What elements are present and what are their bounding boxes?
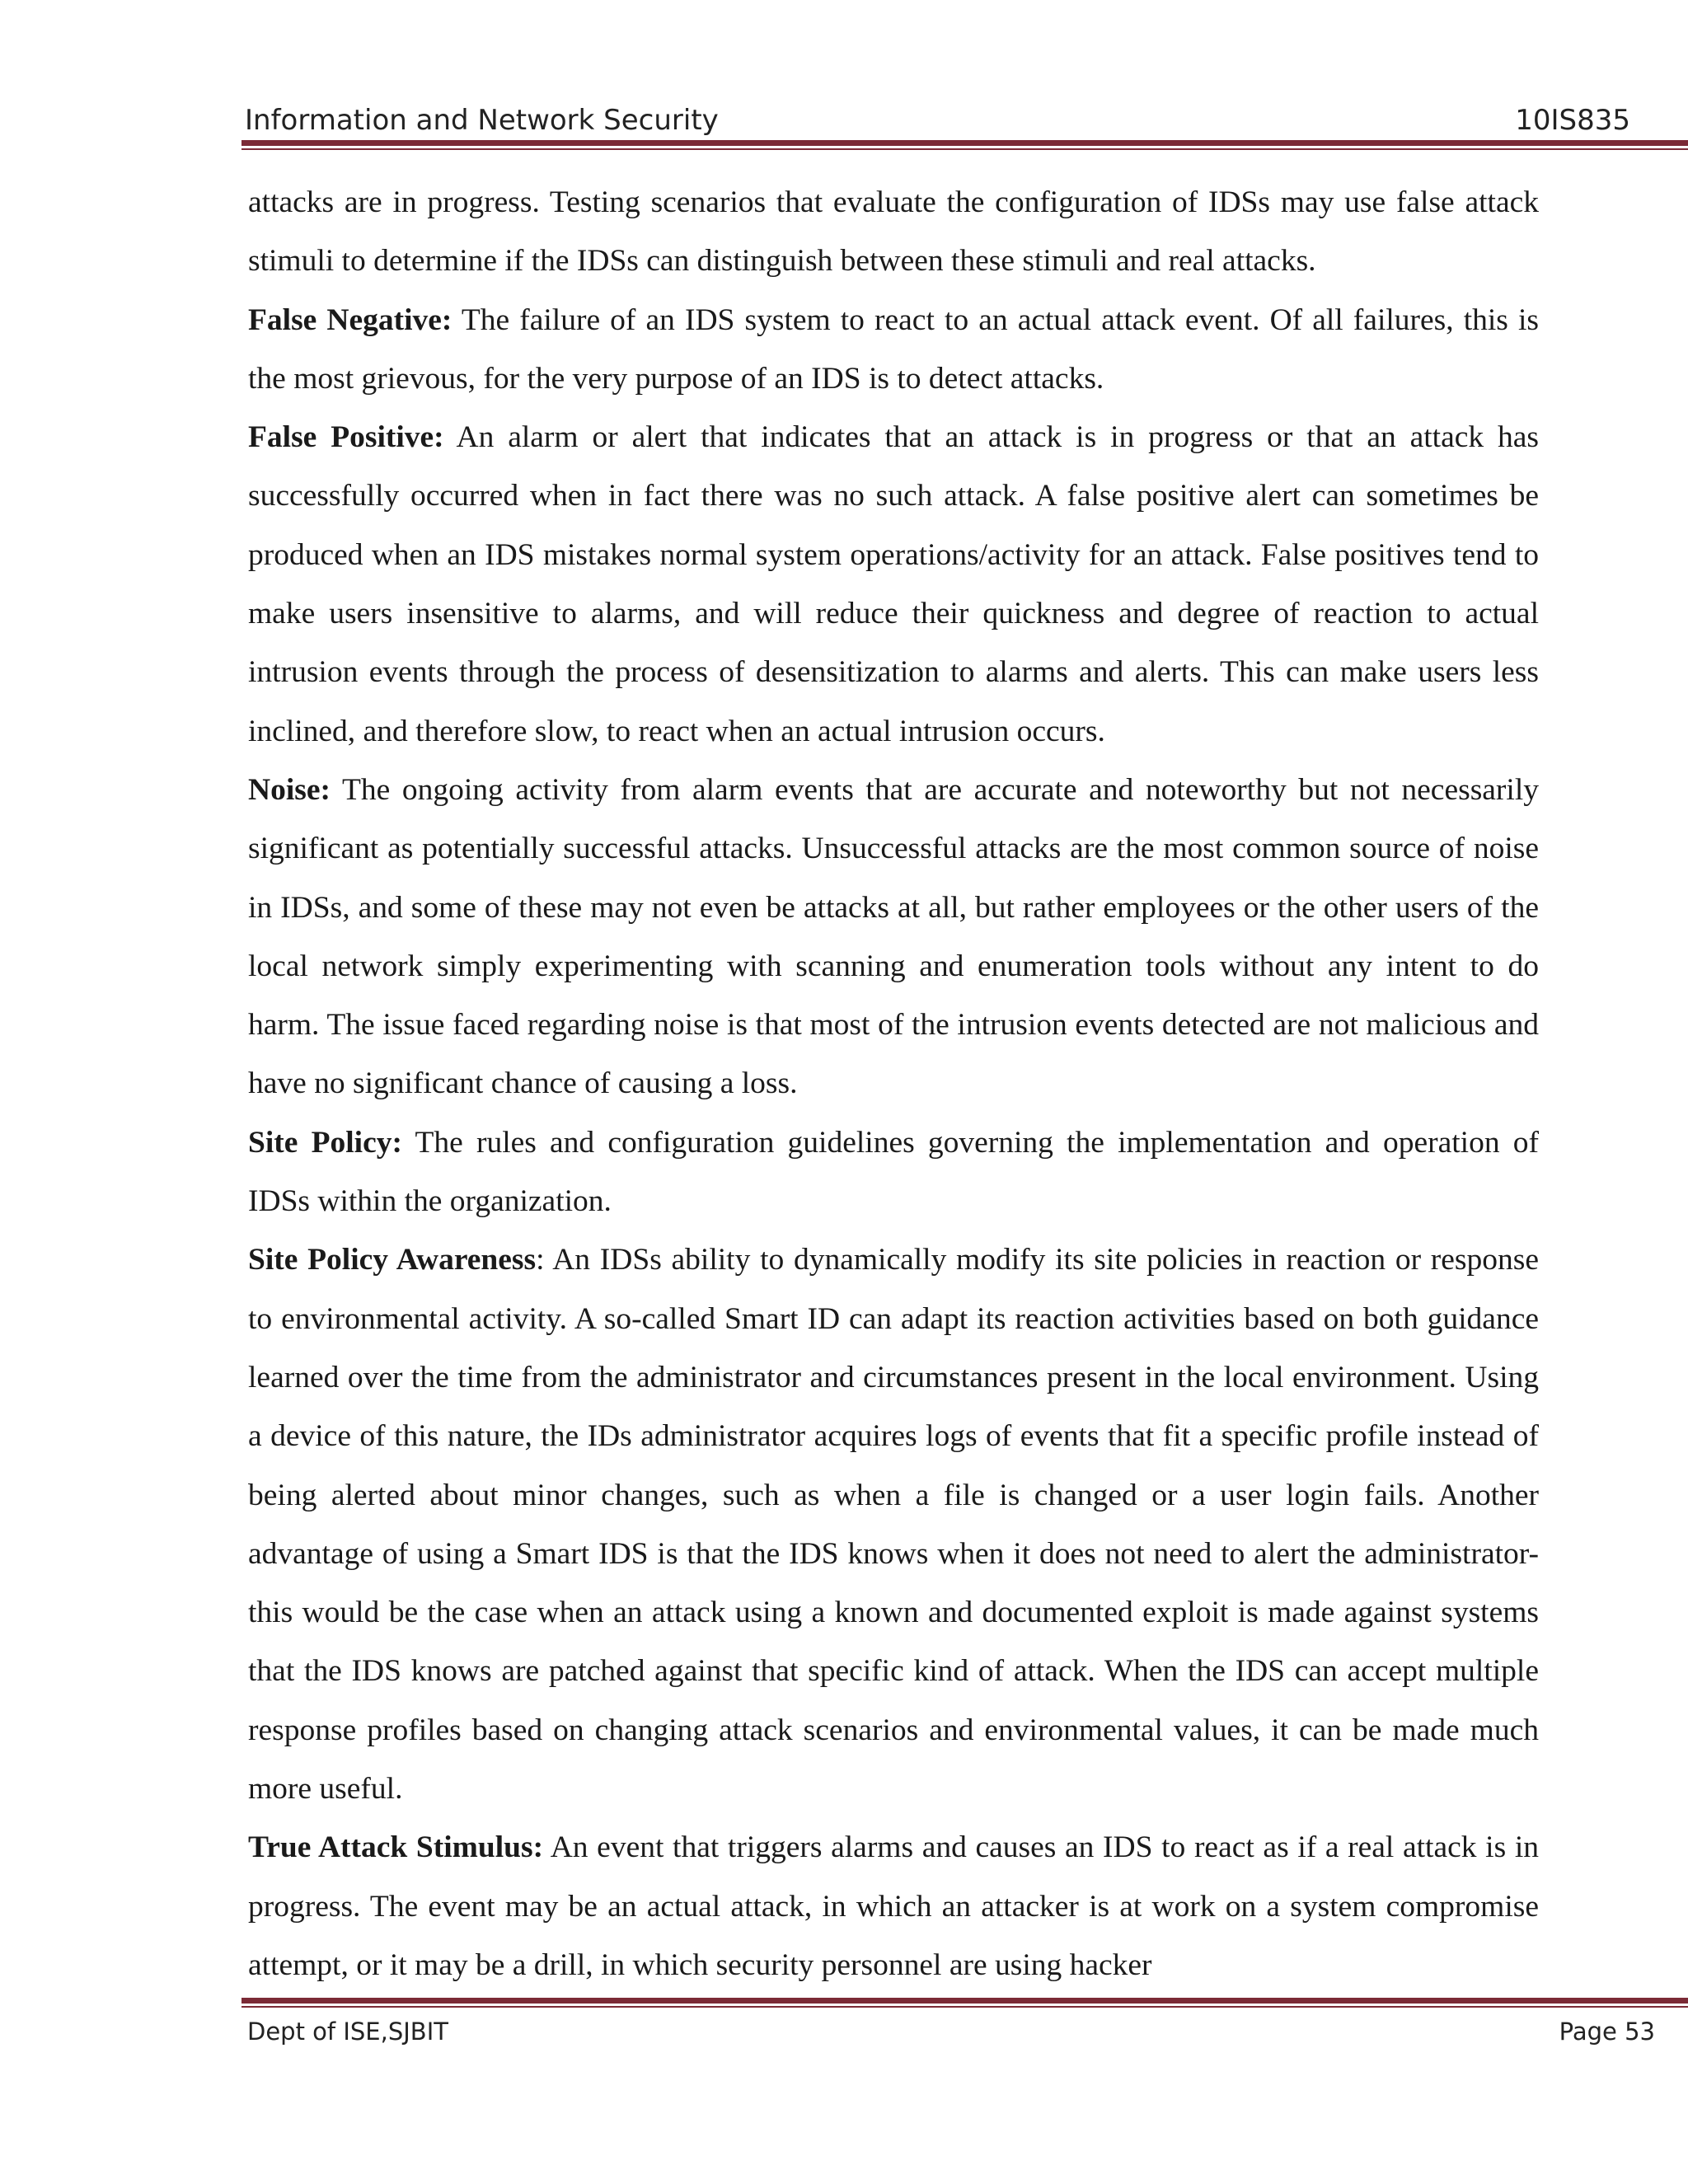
definition-false-negative: The failure of an IDS system to react to an actual attack event. Of all failures, this is the most grievous, for the very purpose of an IDS is to detect attacks. [248,302,1540,396]
term-true-attack-stimulus: True Attack Stimulus: [248,1830,544,1865]
term-site-policy: Site Policy: [248,1125,402,1160]
paragraph-noise [248,761,1539,1113]
term-false-negative: False Negative: [248,302,452,337]
paragraph-continuation [248,173,1539,291]
paragraph-true-attack-stimulus [248,1818,1539,1994]
header-rule [241,140,1688,150]
body-text [248,173,1539,1994]
footer-rule [241,1998,1688,2008]
paragraph-site-policy [248,1113,1539,1231]
header-rule-thick [241,140,1688,146]
definition-false-positive: An alarm or alert that indicates that an attack is in progress or that an attack has successfully occurred when in fact there was no such attack. A false positive alert can sometimes be produced when an IDS mistakes normal system operations/activity for an attack. False positives tend to make users insensitive to alarms, and will reduce their quickness and degree of reaction to actual intrusion events through the process of desensitization to alarms and alerts. This can make users less inclined, and therefore slow, to react when an actual intrusion occurs. [248,420,1539,748]
definition-true-attack-stimulus: An event that triggers alarms and causes an IDS to react as if a real attack is in progress. The event may be an actual attack, in which an attacker is at work on a system compromise attempt, or it may be a drill, in which security personnel are using hacker [248,1830,1539,1982]
definition: attacks are in progress. Testing scenarios that evaluate the configuration of IDSs may use false attack stimuli to determine if the IDSs can distinguish between these stimuli and real attacks. [248,185,1539,279]
term-false-positive: False Positive: [248,420,444,455]
term-site-policy-awareness: Site Policy Awareness [248,1243,537,1277]
page-footer [247,2011,1655,2052]
header-title: Information and Network Security [245,104,719,137]
header-course-code: 10IS835 [1515,104,1630,137]
footer-rule-thick [241,1998,1688,2004]
paragraph-false-positive [248,408,1539,761]
definition-site-policy: The rules and configuration guidelines governing the implementation and operation of IDSs within the organization. [248,1125,1539,1219]
header-rule-thin [241,148,1688,150]
definition-noise: The ongoing activity from alarm events that are accurate and noteworthy but not necessarily significant as potentially successful attacks. Unsuccessful attacks are the most common source of noise in IDSs, and some of these may not even be attacks at all, but rather employees or the other users of the local network simply experimenting with scanning and enumeration tools without any intent to do harm. The issue faced regarding noise is that most of the intrusion events detected are not malicious and have no significant chance of causing a loss. [248,772,1540,1101]
footer-rule-thin [241,2006,1688,2008]
paragraph-false-negative [248,291,1539,409]
page-number: Page 53 [1559,2018,1655,2046]
term-noise: Noise: [248,772,331,807]
definition-site-policy-awareness: An IDSs ability to dynamically modify its site policies in reaction or response to environmental activity. A so-called Smart ID can adapt its reaction activities based on both guidance learned over the time from the administrator and circumstances present in the local environment. Using a device of this nature, the IDs administrator acquires logs of events that fit a specific profile instead of being alerted about minor changes, such as when a file is changed or a user login fails. Another advantage of using a Smart IDS is that the IDS knows when it does not need to alert the administrator-this would be the case when an attack using a known and documented exploit is made against systems that the IDS knows are patched against that specific kind of attack. When the IDS can accept multiple response profiles based on changing attack scenarios and environmental values, it can be made much more useful. [248,1243,1540,1807]
paragraph-site-policy-awareness: Site Policy Awareness: An IDSs ability to dynamically modify its site policies in reaction or response to environmental activity. A so-called Smart ID can adapt its reaction activities based on both guidance learned over the time from the administrator and circumstances present in the local environment. Using a device of this nature, the IDs administrator acquires logs of events that fit a specific profile instead of being alerted about minor changes, such as when a file is changed or a user login fails. Another advantage of using a Smart IDS is that the IDS knows when it does not need to alert the administrator-this would be the case when an attack using a known and documented exploit is made against systems that the IDS knows are patched against that specific kind of attack. When the IDS can accept multiple response profiles based on changing attack scenarios and environmental values, it can be made much more useful. [248,1243,1540,1807]
footer-department: Dept of ISE,SJBIT [247,2018,448,2046]
page-header [245,97,1630,140]
